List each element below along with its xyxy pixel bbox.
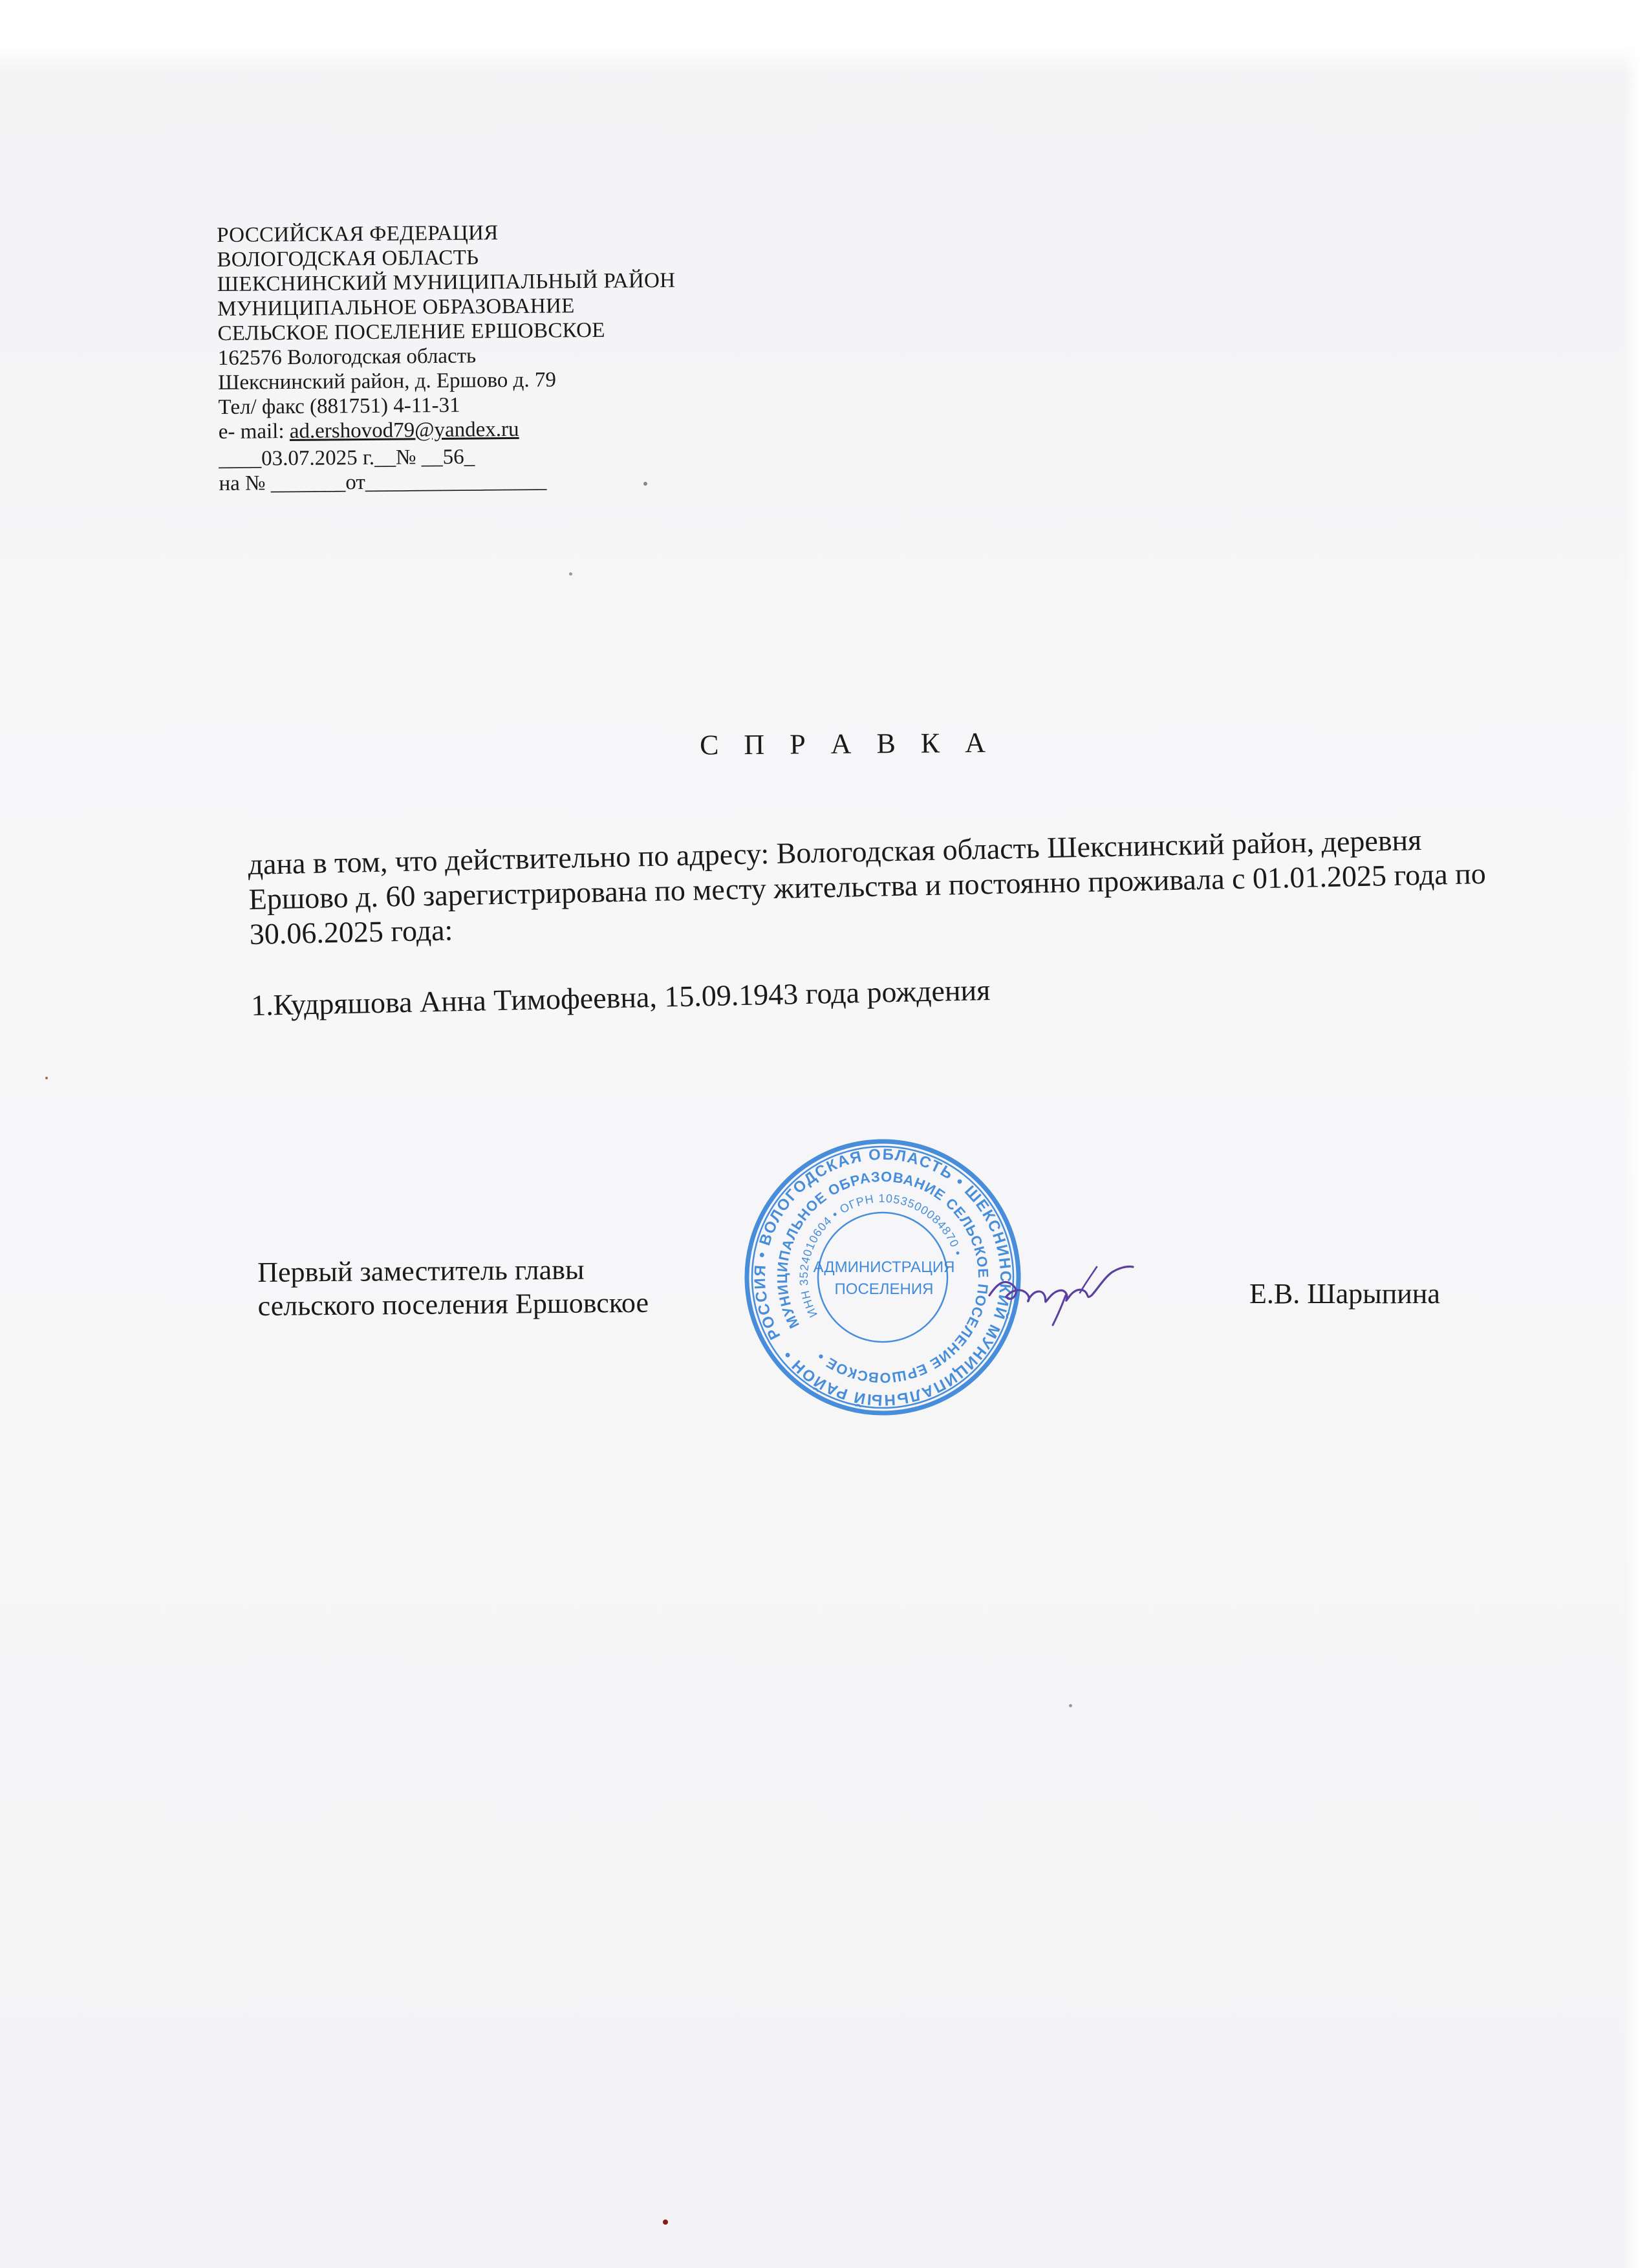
signer-name: Е.В. Шарыпина	[1249, 1278, 1440, 1310]
letterhead-line-district: ШЕКСНИНСКИЙ МУНИЦИПАЛЬНЫЙ РАЙОН	[217, 268, 676, 296]
letterhead-line-region: ВОЛОГОДСКАЯ ОБЛАСТЬ	[217, 246, 479, 272]
registration-number: ____03.07.2025 г.__№ __56_	[219, 445, 475, 471]
seal-inner-text: ИНН 3524010604 • ОГРН 1053500084870 •	[797, 1191, 965, 1320]
document-title: С П Р А В К А	[699, 726, 995, 761]
document-body	[248, 821, 1531, 1023]
reference-line: на № _______от_________________	[219, 469, 547, 495]
scan-speck	[569, 572, 572, 576]
seal-inner-ring	[794, 1189, 971, 1365]
seal-center-line2: ПОСЕЛЕНИЯ	[834, 1280, 934, 1298]
letterhead-line-settlement: СЕЛЬСКОЕ ПОСЕЛЕНИЕ ЕРШОВСКОЕ	[217, 318, 605, 345]
scan-edge-top	[0, 0, 1649, 74]
letterhead	[217, 219, 677, 496]
official-seal-stamp	[740, 1135, 1025, 1420]
email-link[interactable]: ad.ershovod79@yandex.ru	[289, 417, 519, 444]
signer-position-line2: сельского поселения Ершовское	[257, 1286, 649, 1322]
scan-speck	[663, 2219, 668, 2225]
letterhead-address-line2: Шекснинский район, д. Ершово д. 79	[217, 368, 557, 394]
letterhead-address-line1: 162576 Вологодская область	[217, 344, 477, 370]
seal-middle-text: МУНИЦИПАЛЬНОЕ ОБРАЗОВАНИЕ СЕЛЬСКОЕ ПОСЕЛЕНИЕ ЕРШОВСКОЕ •	[773, 1168, 992, 1387]
scan-edge-right	[1623, 0, 1649, 2268]
email-label: e- mail:	[218, 420, 290, 444]
scan-speck	[45, 1077, 48, 1079]
certificate-paragraph: дана в том, что действительно по адресу: Вологодская область Шекснинский район, деревня Ершово д. 60 зарегистрирована по месту жительства и постоянно проживала с 01.01.2025 года по 30.06.2025 года:	[248, 823, 1487, 951]
letterhead-line-municipality: МУНИЦИПАЛЬНОЕ ОБРАЗОВАНИЕ	[217, 294, 575, 321]
seal-center-line1: АДМИНИСТРАЦИЯ	[813, 1258, 955, 1276]
signer-position-line1: Первый заместитель главы	[257, 1253, 585, 1288]
scan-speck	[1069, 1704, 1072, 1707]
letterhead-line-country: РОССИЙСКАЯ ФЕДЕРАЦИЯ	[217, 221, 499, 247]
person-entry: 1.Кудряшова Анна Тимофеевна, 15.09.1943 года рождения	[250, 973, 991, 1022]
seal-outer-text: РОССИЯ • ВОЛОГОДСКАЯ ОБЛАСТЬ • ШЕКСНИНСКИЙ МУНИЦИПАЛЬНЫЙ РАЙОН •	[751, 1145, 1015, 1409]
letterhead-email-line	[219, 416, 677, 444]
handwritten-signature	[983, 1258, 1138, 1329]
letterhead-phone: Тел/ факс (881751) 4-11-31	[218, 393, 460, 419]
scan-speck	[643, 482, 647, 486]
signer-position	[257, 1253, 649, 1323]
